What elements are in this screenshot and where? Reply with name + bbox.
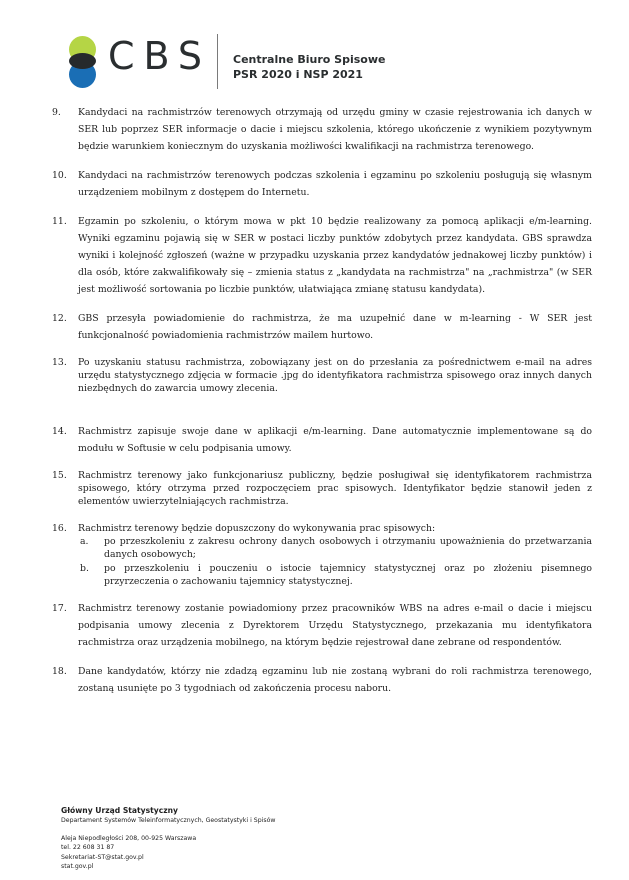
list-item [52,600,592,651]
sub-item [80,562,592,588]
item-text: Egzamin po szkoleniu, o którym mowa w pkt 10 będzie realizowany za pomocą aplikacji e/m-learning. Wyniki egzaminu pojawią się w SER w postaci liczby punktów zdobytych przez kandydata. GBS sprawdza wyniki i kolejność zgłoszeń (ważne w przypadku uzyskania przez kandydatów jednakowej liczby punktów) i dla osób, które zakwalifikowały się – zmienia status z „kandydata na rachmistrza" na „rachmistrza" (w SER jest możliwość sortowania po liczbie punktów, ułatwiająca zmianę statusu kandydata). [78,216,592,295]
item-number: 11. [52,216,67,227]
item-text: Dane kandydatów, którzy nie zdadzą egzaminu lub nie zostaną wybrani do roli rachmistrza terenowego, zostaną usunięte po 3 tygodniach od zakończenia procesu naboru. [78,666,592,694]
item-text: Rachmistrz zapisuje swoje dane w aplikacji e/m-learning. Dane automatycznie implementowane są do modułu w Softusie w celu podpisania umowy. [78,426,592,454]
list-item [52,310,592,344]
sub-item-letter: b. [80,563,89,574]
list-item [52,104,592,155]
list-item [52,213,592,298]
footer-title: Główny Urząd Statystyczny [61,806,178,815]
item-text: Kandydaci na rachmistrzów terenowych podczas szkolenia i egzaminu po szkoleniu posługują się własnym urządzeniem mobilnym z dostępem do Internetu. [78,170,592,198]
sub-item-letter: a. [80,536,89,547]
org-name-line2: PSR 2020 i NSP 2021 [233,68,363,81]
logo-text: CBS [108,34,212,78]
item-text: Rachmistrz terenowy będzie dopuszczony do wykonywania prac spisowych: [78,523,436,534]
item-number: 10. [52,170,67,181]
item-number: 16. [52,523,67,534]
footer-website: stat.gov.pl [61,862,94,870]
numbered-list [52,104,592,697]
org-name-line1: Centralne Biuro Spisowe [233,53,386,66]
org-name [233,52,385,82]
item-text: Po uzyskaniu statusu rachmistrza, zobowiązany jest on do przesłania za pośrednictwem e-mail na adres urzędu statystycznego zdjęcia w formacie .jpg do identyfikatora rachmistrza spisowego oraz innych danych niezbędnych do zawarcia umowy zlecenia. [78,357,592,394]
item-text: Kandydaci na rachmistrzów terenowych otrzymają od urzędu gminy w czasie rejestrowania ich danych w SER lub poprzez SER informacje o dacie i miejscu szkolenia, którego ukończenie z wynikiem pozytywnym będzie warunkiem koniecznym do uzyskania możliwości kwalifikacji na rachmistrza terenowego. [78,107,592,152]
sub-item [80,535,592,561]
item-text: Rachmistrz terenowy zostanie powiadomiony przez pracowników WBS na adres e-mail o dacie i miejscu podpisania umowy zlecenia z Dyrektorem Urzędu Statystycznego, przekazania mu identyfikatora rachmistrza oraz urządzenia mobilnego, na którym będzie rejestrował dane zebrane od respondentów. [78,603,592,648]
list-item [52,167,592,201]
list-item [52,469,592,508]
item-number: 13. [52,357,67,368]
footer-email: Sekretariat-ST@stat.gov.pl [61,853,144,861]
list-item [52,663,592,697]
sub-item-text: po przeszkoleniu z zakresu ochrony danych osobowych i otrzymaniu upoważnienia do przetwarzania danych osobowych; [104,536,592,560]
footer-department: Departament Systemów Teleinformatycznych, Geostatystyki i Spisów [61,817,276,824]
list-item [52,423,592,457]
item-text: GBS przesyła powiadomienie do rachmistrza, że ma uzupełnić dane w m-learning - W SER jest funkcjonalność powiadomienia rachmistrzów mailem hurtowo. [78,313,592,341]
item-number: 17. [52,603,67,614]
item-text: Rachmistrz terenowy jako funkcjonariusz publiczny, będzie posługiwał się identyfikatorem rachmistrza spisowego, który otrzyma przed rozpoczęciem prac spisowych. Identyfikator będzie stanowił jeden z elementów uwierzytelniających rachmistrza. [78,470,592,507]
item-number: 12. [52,313,67,324]
item-number: 15. [52,470,67,481]
sub-item-text: po przeszkoleniu i pouczeniu o istocie tajemnicy statystycznej oraz po złożeniu pisemnego przyrzeczenia o zachowaniu tajemnicy statystycznej. [104,563,592,587]
header-divider [217,34,218,89]
list-item [52,356,592,395]
item-number: 18. [52,666,67,677]
item-number: 9. [52,107,61,118]
footer [61,806,275,871]
footer-contact [61,834,275,871]
footer-address: Aleja Niepodległości 208, 00-925 Warszawa [61,835,197,842]
logo-overlap-lens [69,53,96,69]
item-number: 14. [52,426,67,437]
footer-phone: tel. 22 608 31 87 [61,844,115,852]
list-item [52,522,592,535]
sublist [52,535,592,588]
